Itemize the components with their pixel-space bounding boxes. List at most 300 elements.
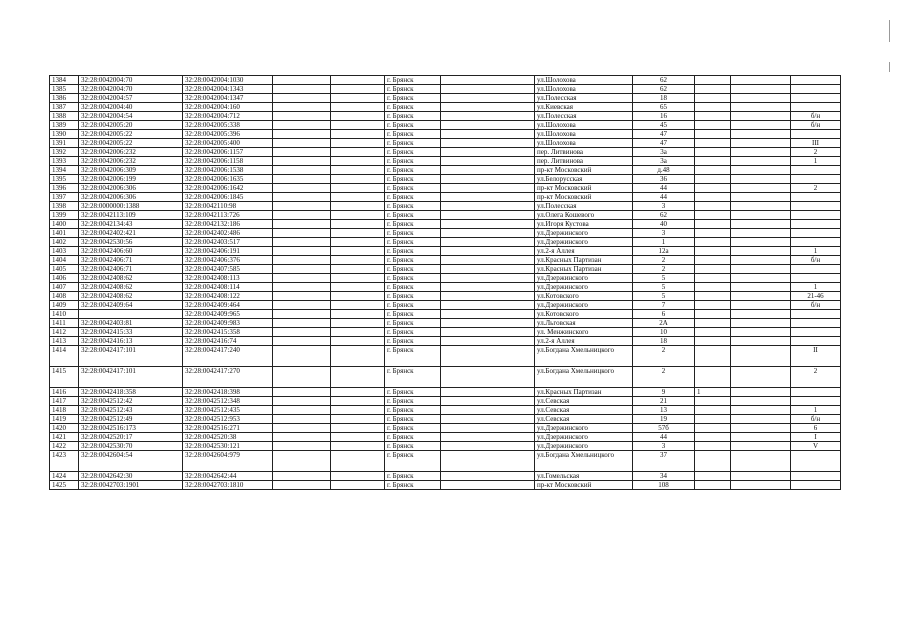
city-cell: г. Брянск: [385, 415, 441, 424]
cadastral-parcel-cell: 32:28:0042004:54: [79, 112, 183, 121]
table-row: [50, 424, 841, 433]
empty-cell: [441, 292, 535, 301]
cadastral-object-cell: 32:28:0042703:1810: [183, 481, 273, 490]
empty-cell: [731, 481, 791, 490]
table-row: [50, 301, 841, 310]
table-row: [50, 310, 841, 319]
cadastral-parcel-cell: 32:28:0042408:62: [79, 274, 183, 283]
table-row: [50, 388, 841, 397]
city-cell: г. Брянск: [385, 433, 441, 442]
city-cell: г. Брянск: [385, 112, 441, 121]
apartment-cell: б/н: [791, 256, 841, 265]
row-number-cell: 1394: [50, 166, 79, 175]
row-number-cell: 1392: [50, 148, 79, 157]
city-cell: г. Брянск: [385, 451, 441, 472]
city-cell: г. Брянск: [385, 274, 441, 283]
house-number-cell: 2: [633, 265, 695, 274]
empty-cell: [273, 451, 331, 472]
empty-cell: [731, 148, 791, 157]
street-cell: ул.Красных Партизан: [535, 265, 633, 274]
house-number-cell: 47: [633, 130, 695, 139]
building-cell: [695, 481, 731, 490]
cadastral-parcel-cell: 32:28:0042406:71: [79, 265, 183, 274]
empty-cell: [731, 202, 791, 211]
empty-cell: [331, 130, 385, 139]
row-number-cell: 1390: [50, 130, 79, 139]
table-row: [50, 292, 841, 301]
apartment-cell: 2: [791, 148, 841, 157]
empty-cell: [273, 283, 331, 292]
empty-cell: [331, 247, 385, 256]
house-number-cell: 16: [633, 112, 695, 121]
table-row: [50, 76, 841, 85]
house-number-cell: 45: [633, 121, 695, 130]
apartment-cell: I: [791, 433, 841, 442]
empty-cell: [731, 301, 791, 310]
table-row: [50, 337, 841, 346]
building-cell: [695, 397, 731, 406]
building-cell: [695, 85, 731, 94]
empty-cell: [331, 256, 385, 265]
cadastral-parcel-cell: 32:28:0042006:232: [79, 157, 183, 166]
city-cell: г. Брянск: [385, 193, 441, 202]
building-cell: [695, 130, 731, 139]
building-cell: [695, 175, 731, 184]
empty-cell: [731, 292, 791, 301]
cadastral-object-cell: 32:28:0042512:348: [183, 397, 273, 406]
row-number-cell: 1388: [50, 112, 79, 121]
cadastral-parcel-cell: 32:28:0042408:62: [79, 292, 183, 301]
cadastral-parcel-cell: 32:28:0042004:40: [79, 103, 183, 112]
row-number-cell: 1419: [50, 415, 79, 424]
table-row: [50, 175, 841, 184]
empty-cell: [731, 283, 791, 292]
house-number-cell: 5: [633, 292, 695, 301]
empty-cell: [331, 424, 385, 433]
city-cell: г. Брянск: [385, 121, 441, 130]
city-cell: г. Брянск: [385, 310, 441, 319]
empty-cell: [331, 184, 385, 193]
empty-cell: [331, 121, 385, 130]
table-row: [50, 415, 841, 424]
empty-cell: [331, 319, 385, 328]
city-cell: г. Брянск: [385, 184, 441, 193]
empty-cell: [731, 229, 791, 238]
cadastral-object-cell: 32:28:0042406:191: [183, 247, 273, 256]
house-number-cell: 1: [633, 238, 695, 247]
empty-cell: [273, 94, 331, 103]
empty-cell: [731, 193, 791, 202]
apartment-cell: [791, 337, 841, 346]
cadastral-parcel-cell: 32:28:0042409:64: [79, 301, 183, 310]
house-number-cell: 2: [633, 367, 695, 388]
empty-cell: [731, 112, 791, 121]
street-cell: ул.Шолохова: [535, 121, 633, 130]
city-cell: г. Брянск: [385, 238, 441, 247]
street-cell: ул.Дзержинского: [535, 238, 633, 247]
apartment-cell: [791, 238, 841, 247]
cadastral-object-cell: 32:28:0042005:396: [183, 130, 273, 139]
city-cell: г. Брянск: [385, 265, 441, 274]
street-cell: ул.Богдана Хмельницкого: [535, 346, 633, 367]
cadastral-object-cell: 32:28:0042604:979: [183, 451, 273, 472]
city-cell: г. Брянск: [385, 175, 441, 184]
building-cell: [695, 328, 731, 337]
street-cell: ул.2-я Аллея: [535, 337, 633, 346]
table-row: [50, 283, 841, 292]
empty-cell: [331, 265, 385, 274]
row-number-cell: 1411: [50, 319, 79, 328]
apartment-cell: [791, 229, 841, 238]
empty-cell: [731, 220, 791, 229]
empty-cell: [273, 406, 331, 415]
empty-cell: [331, 103, 385, 112]
empty-cell: [273, 211, 331, 220]
building-cell: [695, 247, 731, 256]
house-number-cell: 3: [633, 442, 695, 451]
empty-cell: [273, 310, 331, 319]
row-number-cell: 1423: [50, 451, 79, 472]
street-cell: ул.Красных Партизан: [535, 256, 633, 265]
apartment-cell: [791, 397, 841, 406]
table-row: [50, 367, 841, 388]
cadastral-parcel-cell: 32:28:0042512:42: [79, 397, 183, 406]
empty-cell: [331, 283, 385, 292]
street-cell: ул. Менжинского: [535, 328, 633, 337]
apartment-cell: III: [791, 139, 841, 148]
building-cell: [695, 319, 731, 328]
apartment-cell: V: [791, 442, 841, 451]
empty-cell: [441, 121, 535, 130]
empty-cell: [441, 310, 535, 319]
empty-cell: [273, 193, 331, 202]
empty-cell: [273, 346, 331, 367]
street-cell: ул.Севская: [535, 397, 633, 406]
cadastral-parcel-cell: 32:28:0042408:62: [79, 283, 183, 292]
empty-cell: [331, 229, 385, 238]
street-cell: ул.Шолохова: [535, 139, 633, 148]
city-cell: г. Брянск: [385, 220, 441, 229]
cadastral-parcel-cell: 32:28:0042006:199: [79, 175, 183, 184]
empty-cell: [273, 328, 331, 337]
house-number-cell: 37: [633, 451, 695, 472]
empty-cell: [331, 406, 385, 415]
city-cell: г. Брянск: [385, 481, 441, 490]
city-cell: г. Брянск: [385, 319, 441, 328]
empty-cell: [441, 283, 535, 292]
empty-cell: [731, 319, 791, 328]
cadastral-parcel-cell: 32:28:0042530:70: [79, 442, 183, 451]
street-cell: ул.Полесская: [535, 94, 633, 103]
street-cell: ул.Гомельская: [535, 472, 633, 481]
row-number-cell: 1398: [50, 202, 79, 211]
empty-cell: [331, 472, 385, 481]
apartment-cell: [791, 472, 841, 481]
building-cell: [695, 256, 731, 265]
house-number-cell: 44: [633, 184, 695, 193]
cadastral-object-cell: 32:28:0042006:1635: [183, 175, 273, 184]
table-body: [50, 76, 841, 490]
empty-cell: [441, 301, 535, 310]
empty-cell: [441, 481, 535, 490]
cadastral-parcel-cell: 32:28:0042134:43: [79, 220, 183, 229]
street-cell: ул.Дзержинского: [535, 433, 633, 442]
building-cell: [695, 220, 731, 229]
empty-cell: [731, 451, 791, 472]
house-number-cell: 62: [633, 76, 695, 85]
table-row: [50, 211, 841, 220]
table-row: [50, 148, 841, 157]
empty-cell: [331, 301, 385, 310]
cadastral-object-cell: 32:28:0042407:585: [183, 265, 273, 274]
street-cell: пр-кт Московский: [535, 481, 633, 490]
apartment-cell: 2: [791, 367, 841, 388]
city-cell: г. Брянск: [385, 103, 441, 112]
city-cell: г. Брянск: [385, 442, 441, 451]
cadastral-object-cell: 32:28:0042415:358: [183, 328, 273, 337]
empty-cell: [731, 433, 791, 442]
table-row: [50, 103, 841, 112]
empty-cell: [441, 148, 535, 157]
empty-cell: [273, 433, 331, 442]
row-number-cell: 1421: [50, 433, 79, 442]
empty-cell: [331, 112, 385, 121]
row-number-cell: 1396: [50, 184, 79, 193]
empty-cell: [731, 310, 791, 319]
cadastral-object-cell: 32:28:0042004:1343: [183, 85, 273, 94]
empty-cell: [441, 424, 535, 433]
empty-cell: [441, 265, 535, 274]
row-number-cell: 1408: [50, 292, 79, 301]
street-cell: ул.Шолохова: [535, 85, 633, 94]
empty-cell: [441, 85, 535, 94]
house-number-cell: 65: [633, 103, 695, 112]
empty-cell: [273, 292, 331, 301]
apartment-cell: [791, 76, 841, 85]
row-number-cell: 1424: [50, 472, 79, 481]
cadastral-object-cell: 32:28:0042113:726: [183, 211, 273, 220]
table-row: [50, 472, 841, 481]
street-cell: ул.Севская: [535, 415, 633, 424]
cadastral-parcel-cell: 32:28:0042642:30: [79, 472, 183, 481]
apartment-cell: [791, 319, 841, 328]
empty-cell: [731, 265, 791, 274]
table-row: [50, 481, 841, 490]
table-row: [50, 274, 841, 283]
cadastral-object-cell: 32:28:0042417:240: [183, 346, 273, 367]
row-number-cell: 1395: [50, 175, 79, 184]
row-number-cell: 1386: [50, 94, 79, 103]
street-cell: ул.Дзержинского: [535, 424, 633, 433]
street-cell: ул.Котовского: [535, 292, 633, 301]
empty-cell: [273, 319, 331, 328]
row-number-cell: 1397: [50, 193, 79, 202]
empty-cell: [731, 388, 791, 397]
building-cell: [695, 406, 731, 415]
cadastral-parcel-cell: 32:28:0042005:22: [79, 139, 183, 148]
empty-cell: [441, 337, 535, 346]
house-number-cell: д.48: [633, 166, 695, 175]
cadastral-parcel-cell: 32:28:0042418:358: [79, 388, 183, 397]
cadastral-object-cell: 32:28:0042004:1347: [183, 94, 273, 103]
empty-cell: [331, 85, 385, 94]
empty-cell: [731, 184, 791, 193]
house-number-cell: 7: [633, 301, 695, 310]
cadastral-object-cell: 32:28:0042409:983: [183, 319, 273, 328]
apartment-cell: [791, 265, 841, 274]
row-number-cell: 1414: [50, 346, 79, 367]
house-number-cell: 3: [633, 202, 695, 211]
property-table-container: [49, 75, 841, 490]
table-row: [50, 157, 841, 166]
empty-cell: [273, 229, 331, 238]
row-number-cell: 1407: [50, 283, 79, 292]
empty-cell: [731, 139, 791, 148]
house-number-cell: 2: [633, 256, 695, 265]
city-cell: г. Брянск: [385, 301, 441, 310]
cadastral-object-cell: 32:28:0042005:400: [183, 139, 273, 148]
cadastral-object-cell: 32:28:0042512:953: [183, 415, 273, 424]
street-cell: ул.Шолохова: [535, 130, 633, 139]
empty-cell: [441, 472, 535, 481]
empty-cell: [273, 256, 331, 265]
empty-cell: [331, 415, 385, 424]
cadastral-parcel-cell: 32:28:0042520:17: [79, 433, 183, 442]
building-cell: [695, 202, 731, 211]
building-cell: [695, 346, 731, 367]
cadastral-parcel-cell: 32:28:0042512:49: [79, 415, 183, 424]
empty-cell: [331, 397, 385, 406]
empty-cell: [441, 388, 535, 397]
row-number-cell: 1406: [50, 274, 79, 283]
street-cell: ул.Дзержинского: [535, 229, 633, 238]
empty-cell: [731, 247, 791, 256]
street-cell: ул.Льговская: [535, 319, 633, 328]
empty-cell: [441, 256, 535, 265]
city-cell: г. Брянск: [385, 130, 441, 139]
building-cell: [695, 238, 731, 247]
city-cell: г. Брянск: [385, 202, 441, 211]
street-cell: ул.Красных Партизан: [535, 388, 633, 397]
empty-cell: [731, 406, 791, 415]
row-number-cell: 1410: [50, 310, 79, 319]
empty-cell: [441, 247, 535, 256]
house-number-cell: 36: [633, 175, 695, 184]
building-cell: [695, 424, 731, 433]
empty-cell: [331, 139, 385, 148]
building-cell: [695, 148, 731, 157]
empty-cell: [441, 94, 535, 103]
row-number-cell: 1415: [50, 367, 79, 388]
empty-cell: [273, 415, 331, 424]
table-row: [50, 166, 841, 175]
table-row: [50, 184, 841, 193]
cadastral-parcel-cell: 32:28:0042516:173: [79, 424, 183, 433]
building-cell: [695, 157, 731, 166]
empty-cell: [331, 388, 385, 397]
empty-cell: [331, 220, 385, 229]
apartment-cell: [791, 130, 841, 139]
table-row: [50, 406, 841, 415]
row-number-cell: 1418: [50, 406, 79, 415]
apartment-cell: 6: [791, 424, 841, 433]
apartment-cell: [791, 451, 841, 472]
empty-cell: [273, 367, 331, 388]
table-row: [50, 319, 841, 328]
row-number-cell: 1422: [50, 442, 79, 451]
city-cell: г. Брянск: [385, 346, 441, 367]
street-cell: ул.Игоря Кустова: [535, 220, 633, 229]
empty-cell: [731, 157, 791, 166]
city-cell: г. Брянск: [385, 85, 441, 94]
street-cell: ул.2-я Аллея: [535, 247, 633, 256]
empty-cell: [441, 193, 535, 202]
empty-cell: [273, 112, 331, 121]
house-number-cell: 9: [633, 388, 695, 397]
city-cell: г. Брянск: [385, 247, 441, 256]
city-cell: г. Брянск: [385, 472, 441, 481]
empty-cell: [273, 121, 331, 130]
empty-cell: [441, 406, 535, 415]
empty-cell: [731, 415, 791, 424]
empty-cell: [731, 256, 791, 265]
table-row: [50, 328, 841, 337]
empty-cell: [273, 184, 331, 193]
street-cell: пр-кт Московский: [535, 184, 633, 193]
row-number-cell: 1413: [50, 337, 79, 346]
cadastral-object-cell: 32:28:0042530:121: [183, 442, 273, 451]
row-number-cell: 1420: [50, 424, 79, 433]
empty-cell: [331, 238, 385, 247]
cadastral-parcel-cell: 32:28:0042006:306: [79, 193, 183, 202]
empty-cell: [273, 472, 331, 481]
city-cell: г. Брянск: [385, 94, 441, 103]
empty-cell: [273, 157, 331, 166]
row-number-cell: 1416: [50, 388, 79, 397]
cadastral-object-cell: 32:28:0042406:376: [183, 256, 273, 265]
apartment-cell: 1: [791, 247, 841, 256]
street-cell: ул.Шолохова: [535, 76, 633, 85]
cadastral-parcel-cell: 32:28:0042004:57: [79, 94, 183, 103]
cadastral-object-cell: 32:28:0042006:1538: [183, 166, 273, 175]
cadastral-object-cell: 32:28:0042409:464: [183, 301, 273, 310]
apartment-cell: 21-46: [791, 292, 841, 301]
cadastral-parcel-cell: 32:28:0042403:81: [79, 319, 183, 328]
cadastral-parcel-cell: 32:28:0042512:43: [79, 406, 183, 415]
empty-cell: [731, 76, 791, 85]
empty-cell: [331, 346, 385, 367]
empty-cell: [441, 130, 535, 139]
empty-cell: [441, 433, 535, 442]
cadastral-parcel-cell: 32:28:0042417:101: [79, 346, 183, 367]
cadastral-parcel-cell: 32:28:0042006:306: [79, 184, 183, 193]
table-row: [50, 139, 841, 148]
empty-cell: [331, 481, 385, 490]
apartment-cell: [791, 193, 841, 202]
cadastral-object-cell: 32:28:0042402:486: [183, 229, 273, 238]
house-number-cell: 18: [633, 337, 695, 346]
cadastral-object-cell: 32:28:0042408:114: [183, 283, 273, 292]
cadastral-parcel-cell: 32:28:0042113:109: [79, 211, 183, 220]
street-cell: ул.Олега Кошевого: [535, 211, 633, 220]
empty-cell: [441, 451, 535, 472]
cadastral-object-cell: 32:28:0042512:435: [183, 406, 273, 415]
house-number-cell: 62: [633, 85, 695, 94]
table-row: [50, 202, 841, 211]
house-number-cell: 62: [633, 211, 695, 220]
empty-cell: [731, 166, 791, 175]
apartment-cell: [791, 481, 841, 490]
